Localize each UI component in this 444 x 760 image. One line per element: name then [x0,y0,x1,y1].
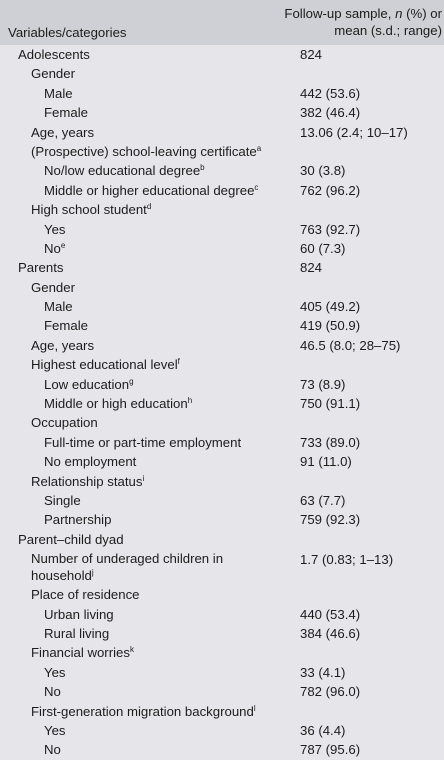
row-value: 787 (95.6) [300,742,361,758]
row-label: Gender [31,279,75,295]
table-row [0,64,444,83]
row-label: Number of underaged children in household$^j$ [31,551,224,584]
footnote-marker: l [253,703,256,713]
table-row [0,549,444,585]
row-value: 33 (4.1) [300,664,346,680]
table-row [0,103,444,122]
row-label: No/low educational degree$^b$ [44,163,205,179]
footnote-marker: d [146,202,152,212]
row-value: 440 (53.4) [300,606,361,622]
row-label: Yes [44,722,66,738]
row-label: Full-time or part-time employment [44,434,242,450]
table-row [0,530,444,549]
row-label: Highest educational level$^f$ [31,357,180,373]
row-label: Relationship status$^i$ [31,473,145,489]
row-value: 405 (49.2) [300,299,361,315]
table-row [0,682,444,701]
row-value: 60 (7.3) [300,240,346,256]
row-value: 384 (46.6) [300,625,361,641]
table-row [0,220,444,239]
table-header [0,0,444,45]
row-value: 733 (89.0) [300,434,361,450]
footnote-marker: c [254,182,259,192]
table-row [0,278,444,297]
table-row [0,472,444,491]
table-row [0,452,444,471]
table-row [0,510,444,529]
table-row [0,433,444,452]
row-value: 382 (46.4) [300,105,361,121]
footnote-marker: b [200,163,205,173]
footnote-marker: e [60,240,66,250]
row-label: Male [44,299,73,315]
row-label: Age, years [31,124,95,140]
row-label: (Prospective) school-leaving certificate$^a$ [31,143,262,159]
row-value: 1.7 (0.83; 1–13) [300,552,394,568]
header-variables: Variables/categories [8,25,127,40]
row-value: 442 (53.6) [300,85,361,101]
row-label: Middle or higher educational degree$^c$ [44,182,259,198]
row-value: 36 (4.4) [300,722,346,738]
table-row [0,123,444,142]
row-label: Rural living [44,625,110,641]
table-row [0,702,444,721]
row-value: 762 (96.2) [300,182,361,198]
table-row [0,316,444,335]
row-label: Age, years [31,337,95,353]
table-row [0,142,444,161]
row-label: Parent–child dyad [18,531,124,547]
table-row [0,491,444,510]
table-body [0,45,444,760]
table-row [0,394,444,413]
row-value: 46.5 (8.0; 28–75) [300,337,401,353]
footnote-marker: j [91,568,94,578]
table-row [0,45,444,64]
row-value: 91 (11.0) [300,454,352,470]
footnote-marker: k [129,645,134,655]
row-value: 782 (96.0) [300,684,361,700]
row-label: Female [44,105,88,121]
table-row [0,375,444,394]
table-row [0,355,444,374]
row-label: Financial worries$^k$ [31,645,134,661]
table-row [0,663,444,682]
row-label: Urban living [44,606,114,622]
table-row [0,336,444,355]
row-label: No [44,742,61,758]
row-label: First-generation migration background$^l$ [31,703,256,719]
header-sample-line2: mean (s.d.; range) [334,23,442,38]
row-label: Female [44,318,88,334]
row-label: No [44,684,61,700]
footnote-marker: i [142,473,145,483]
row-label: No$^e$ [44,240,66,256]
table-row [0,297,444,316]
row-label: Occupation [31,415,98,431]
row-value: 763 (92.7) [300,221,361,237]
row-label: Gender [31,66,75,82]
row-label: Yes [44,664,66,680]
row-label: Adolescents [18,47,90,62]
row-label: Middle or high education$^h$ [44,396,193,412]
row-label: No employment [44,454,137,470]
table-row [0,181,444,200]
row-label: Place of residence [31,587,140,603]
row-label: Parents [18,260,64,276]
row-value: 824 [300,47,323,62]
row-label: Partnership [44,512,112,528]
row-value: 63 (7.7) [300,492,346,508]
table-row [0,239,444,258]
table-row [0,200,444,219]
row-label: Yes [44,221,66,237]
row-label: Single [44,492,81,508]
table-row [0,161,444,180]
row-value: 759 (92.3) [300,512,361,528]
table-row [0,413,444,432]
footnote-marker: a [256,143,262,153]
row-value: 13.06 (2.4; 10–17) [300,124,408,140]
row-label: Male [44,85,73,101]
row-value: 419 (50.9) [300,318,361,334]
table-row [0,721,444,740]
table-row [0,624,444,643]
row-value: 73 (8.9) [300,376,346,392]
table-row [0,258,444,277]
header-sample [284,5,442,39]
footnote-marker: f [177,357,180,367]
row-value: 750 (91.1) [300,396,361,412]
row-label: Low education$^g$ [44,376,134,392]
row-value: 824 [300,260,323,276]
table-row [0,84,444,103]
footnote-marker: h [187,396,193,406]
row-label: High school student$^d$ [31,202,152,218]
row-value: 30 (3.8) [300,163,346,179]
footnote-marker: g [129,376,134,386]
table-row [0,585,444,604]
header-sample-line1: Follow-up sample, n (%) or [284,6,442,21]
table-row [0,740,444,759]
table-row [0,643,444,662]
table-row [0,605,444,624]
